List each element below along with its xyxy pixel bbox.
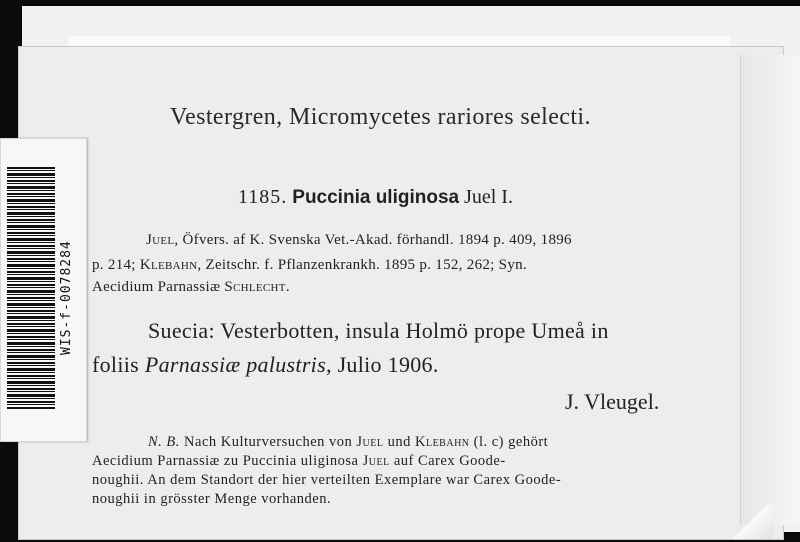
reference-line-1: Juel, Öfvers. af K. Svenska Vet.-Akad. förhandl. 1894 p. 409, 1896	[146, 232, 572, 248]
locality-line-1: Suecia: Vesterbotten, insula Holmö prope Umeå in	[148, 318, 609, 343]
locality-line-2: foliis Parnassiæ palustris, Julio 1906.	[92, 352, 439, 377]
exsiccata-number: 1185.	[238, 186, 288, 208]
species-name: Puccinia uliginosa	[292, 187, 460, 208]
reference-line-3: Aecidium Parnassiæ Schlecht.	[92, 279, 290, 295]
barcode-id: WIS-f-0078284	[59, 240, 74, 355]
host-name: Parnassiæ palustris,	[144, 352, 332, 377]
species-author: Juel I.	[464, 186, 513, 208]
note-line-1: N. B. Nach Kulturversuchen von Juel und Klebahn (l. c) gehört	[148, 434, 549, 450]
note-line-3: noughii. An dem Standort der hier verteilten Exemplare war Carex Goode-	[92, 472, 562, 488]
label-title: Vestergren, Micromycetes rariores selecti.	[170, 104, 591, 130]
reference-line-2: p. 214; Klebahn, Zeitschr. f. Pflanzenkrankh. 1895 p. 152, 262; Syn.	[92, 257, 527, 273]
note-line-4: noughii in grösster Menge vorhanden.	[92, 491, 332, 507]
barcode-bars	[7, 167, 55, 409]
label-fold	[740, 55, 800, 525]
label-curl	[733, 505, 773, 539]
barcode-card	[0, 138, 87, 442]
species-line	[238, 186, 513, 209]
collector: J. Vleugel.	[565, 389, 660, 414]
note-line-2: Aecidium Parnassiæ zu Puccinia uliginosa Juel auf Carex Goode-	[92, 453, 506, 469]
